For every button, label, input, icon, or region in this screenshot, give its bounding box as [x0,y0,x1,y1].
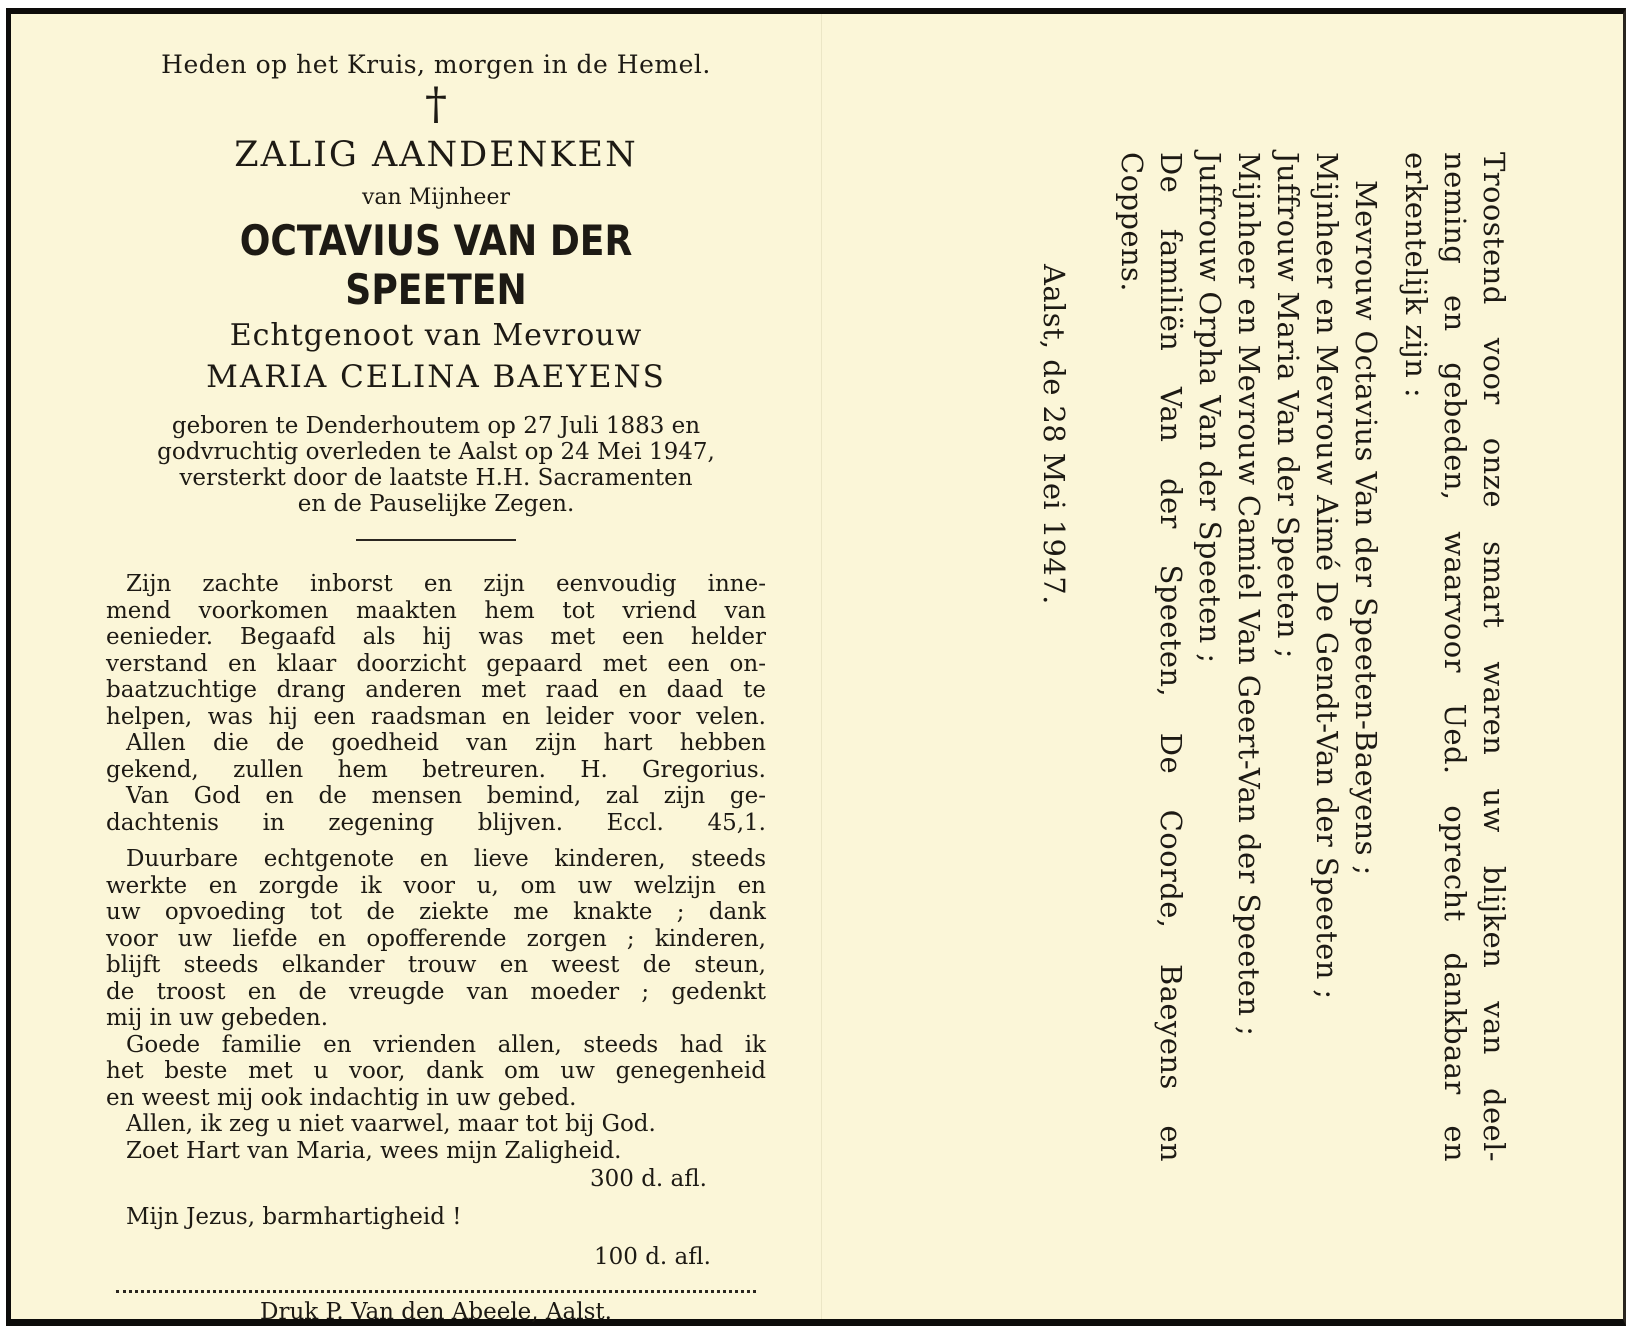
text-line: uw opvoeding tot de ziekte me knakte ; dank [106,899,766,925]
spouse-name: MARIA CELINA BAEYENS [206,359,666,395]
text-line: de troost en de vreugde van moeder ; gedenkt [106,978,766,1005]
family-line: Mijnheer en Mevrouw Aimé De Gendt-Van der Speeten ; [1310,152,1344,1000]
text-line: Duurbare echtgenote en lieve kinderen, steeds [126,846,766,872]
spouse-label: Echtgenoot van Mevrouw [229,318,643,353]
right-panel [1011,152,1511,1252]
prayer-text: Mijn Jezus, barmhartigheid ! [126,1204,462,1230]
text-line: het beste met u voor, dank om uw genegenheid [106,1058,766,1084]
text-line: gekend, zullen hem betreuren. H. Gregorius. [106,756,766,783]
family-line: Coppens. [1115,152,1149,292]
birth-line: geboren te Denderhoutem op 27 Juli 1883 en [171,413,701,439]
birth-line: versterkt door de laatste H.H. Sacramenten [179,465,693,491]
cross-icon: † [425,79,447,130]
thanks-line: Troostend voor onze smart waren uw blijken van deel- [1477,152,1511,1162]
text-line: baatzuchtige drang anderen met raad en daad te [106,677,766,703]
rotated-text-block [1011,152,1511,1252]
honorific: van Mijnheer [362,185,510,210]
text-line: werkte en zorgde ik voor u, om uw welzijn en [106,872,766,899]
text-line: verstand en klaar doorzicht gepaard met een on- [106,650,766,677]
family-line: Juffrouw Maria Van der Speeten ; [1271,152,1305,659]
text-line: blijft steeds elkander trouw en weest de steun, [106,952,766,978]
birth-death-info [106,413,766,517]
family-line: De familiën Van der Speeten, De Coorde, Baeyens en [1154,152,1188,1162]
place-date: Aalst, de 28 Mei 1947. [1037,264,1071,605]
text-line: Zijn zachte inborst en zijn eenvoudig inne- [126,571,766,597]
thanks-line: neming en gebeden, waarvoor Ued. oprecht dankbaar en [1438,152,1472,1162]
birth-line: en de Pauselijke Zegen. [297,491,575,517]
left-panel [106,38,766,1325]
family-line: Mevrouw Octavius Van der Speeten-Baeyens ; [1349,180,1383,876]
fold-line [821,14,822,1319]
indulgence-text: 100 d. afl. [594,1244,711,1270]
text-line: mij in uw gebeden. [106,1005,329,1031]
deceased-name: OCTAVIUS VAN DER SPEETEN [239,216,633,314]
memorial-card [6,8,1626,1326]
birth-line: godvruchtig overleden te Aalst op 24 Mei 1947, [157,439,715,465]
indulgence-1 [106,1166,766,1192]
prayer-2 [106,1204,766,1230]
tribute-paragraph [106,571,766,836]
text-line: voor uw liefde en opofferende zorgen ; kinderen, [106,925,766,952]
text-line: Allen, ik zeg u niet vaarwel, maar tot bij God. [126,1111,656,1137]
text-line: Zoet Hart van Maria, wees mijn Zaligheid. [126,1137,622,1164]
dotted-divider [116,1290,756,1293]
text-line: helpen, was hij een raadsman en leider voor velen. [106,703,766,730]
text-line: Allen die de goedheid van zijn hart hebben [126,730,766,756]
indulgence-2 [106,1244,766,1270]
text-line: Van God en de mensen bemind, zal zijn ge- [126,783,766,809]
farewell-paragraph [106,846,766,1164]
heading: ZALIG AANDENKEN [234,135,638,175]
text-line: en weest mij ook indachtig in uw gebed. [106,1084,577,1111]
motto: Heden op het Kruis, morgen in de Hemel. [161,50,711,79]
text-line: dachtenis in zegening blijven. Eccl. 45,1. [106,809,766,836]
divider [356,539,516,541]
indulgence-text: 300 d. afl. [590,1166,707,1192]
family-line: Juffrouw Orpha Van der Speeten ; [1193,152,1227,664]
text-line: mend voorkomen maakten hem tot vriend van [106,597,766,624]
family-line: Mijnheer en Mevrouw Camiel Van Geert-Van der Speeten ; [1232,152,1266,1037]
text-line: Goede familie en vrienden allen, steeds had ik [126,1031,766,1058]
printer-credit: Druk P. Van den Abeele, Aalst. [260,1299,612,1325]
thanks-line: erkentelijk zijn : [1399,152,1433,398]
text-line: eenieder. Begaafd als hij was met een helder [106,624,766,650]
